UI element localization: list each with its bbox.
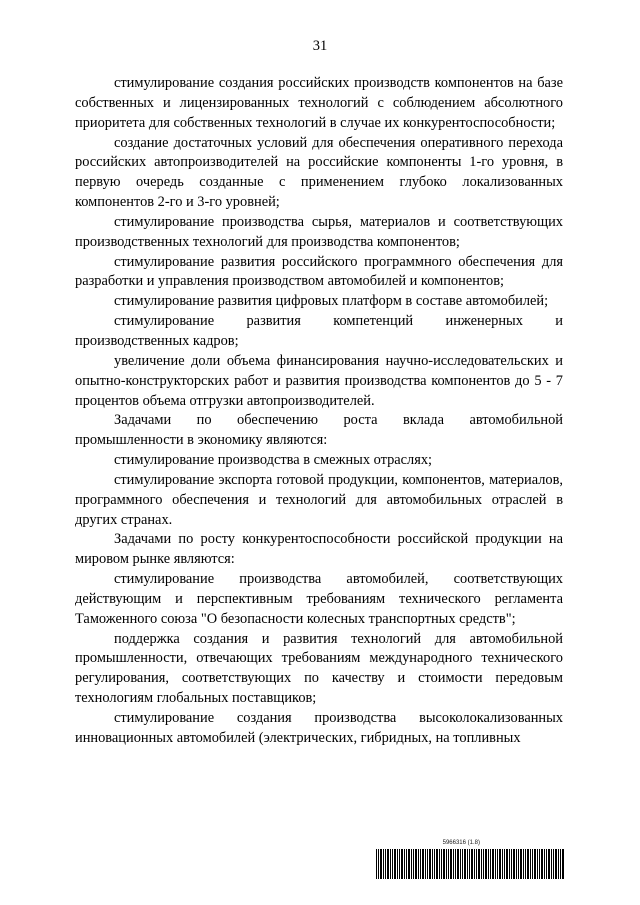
paragraph: стимулирование производства сырья, материалов и соответствующих производственных технологий для производства компонентов; <box>75 213 563 250</box>
paragraph: стимулирование развития российского программного обеспечения для разработки и управления производством автомобилей и компонентов; <box>75 253 563 290</box>
page-number: 31 <box>312 38 328 54</box>
paragraph: стимулирование производства автомобилей, соответствующих действующим и перспективным требованиям технического регламента Таможенного союза "О безопасности колесных транспортных средств"; <box>75 571 563 627</box>
paragraph: увеличение доли объема финансирования научно-исследовательских и опытно-конструкторских работ и развития производства компонентов до 5 - 7 процентов объема отгрузки автопроизводителей. <box>75 352 563 409</box>
paragraph: стимулирование экспорта готовой продукции, компонентов, материалов, программного обеспечения и технологий для автомобильных отраслей в других странах. <box>75 471 563 528</box>
paragraph: создание достаточных условий для обеспечения оперативного перехода российских автопроизводителей на российские компоненты 1-го уровня, в первую очередь созданные с применением глубоко локализованных компонентов 2-го и 3-го уровней; <box>75 134 563 211</box>
paragraph: Задачами по росту конкурентоспособности российской продукции на мировом рынке являются: <box>75 531 563 568</box>
paragraph: поддержка создания и развития технологий для автомобильной промышленности, отвечающих требованиям международного технического регулирования, соответствующих по качеству и стоимости передовым технологиям глобальных поставщиков; <box>75 630 563 707</box>
body-text <box>75 74 563 749</box>
barcode-block <box>376 840 566 879</box>
paragraph: стимулирование развития цифровых платформ в составе автомобилей; <box>114 293 549 310</box>
paragraph: стимулирование создания российских производств компонентов на базе собственных и лицензированных технологий с соблюдением абсолютного приоритета для собственных технологий в случае их конкурентоспособности; <box>75 75 563 131</box>
barcode-label: 5966316 (1.8) <box>442 840 480 846</box>
paragraph: стимулирование производства в смежных отраслях; <box>114 452 433 469</box>
barcode-icon <box>376 849 566 879</box>
paragraph: стимулирование создания производства высоколокализованных инновационных автомобилей (электрических, гибридных, на топливных <box>75 710 563 746</box>
paragraph: стимулирование развития компетенций инженерных и производственных кадров; <box>75 313 563 349</box>
paragraph: Задачами по обеспечению роста вклада автомобильной промышленности в экономику являются: <box>75 412 563 449</box>
